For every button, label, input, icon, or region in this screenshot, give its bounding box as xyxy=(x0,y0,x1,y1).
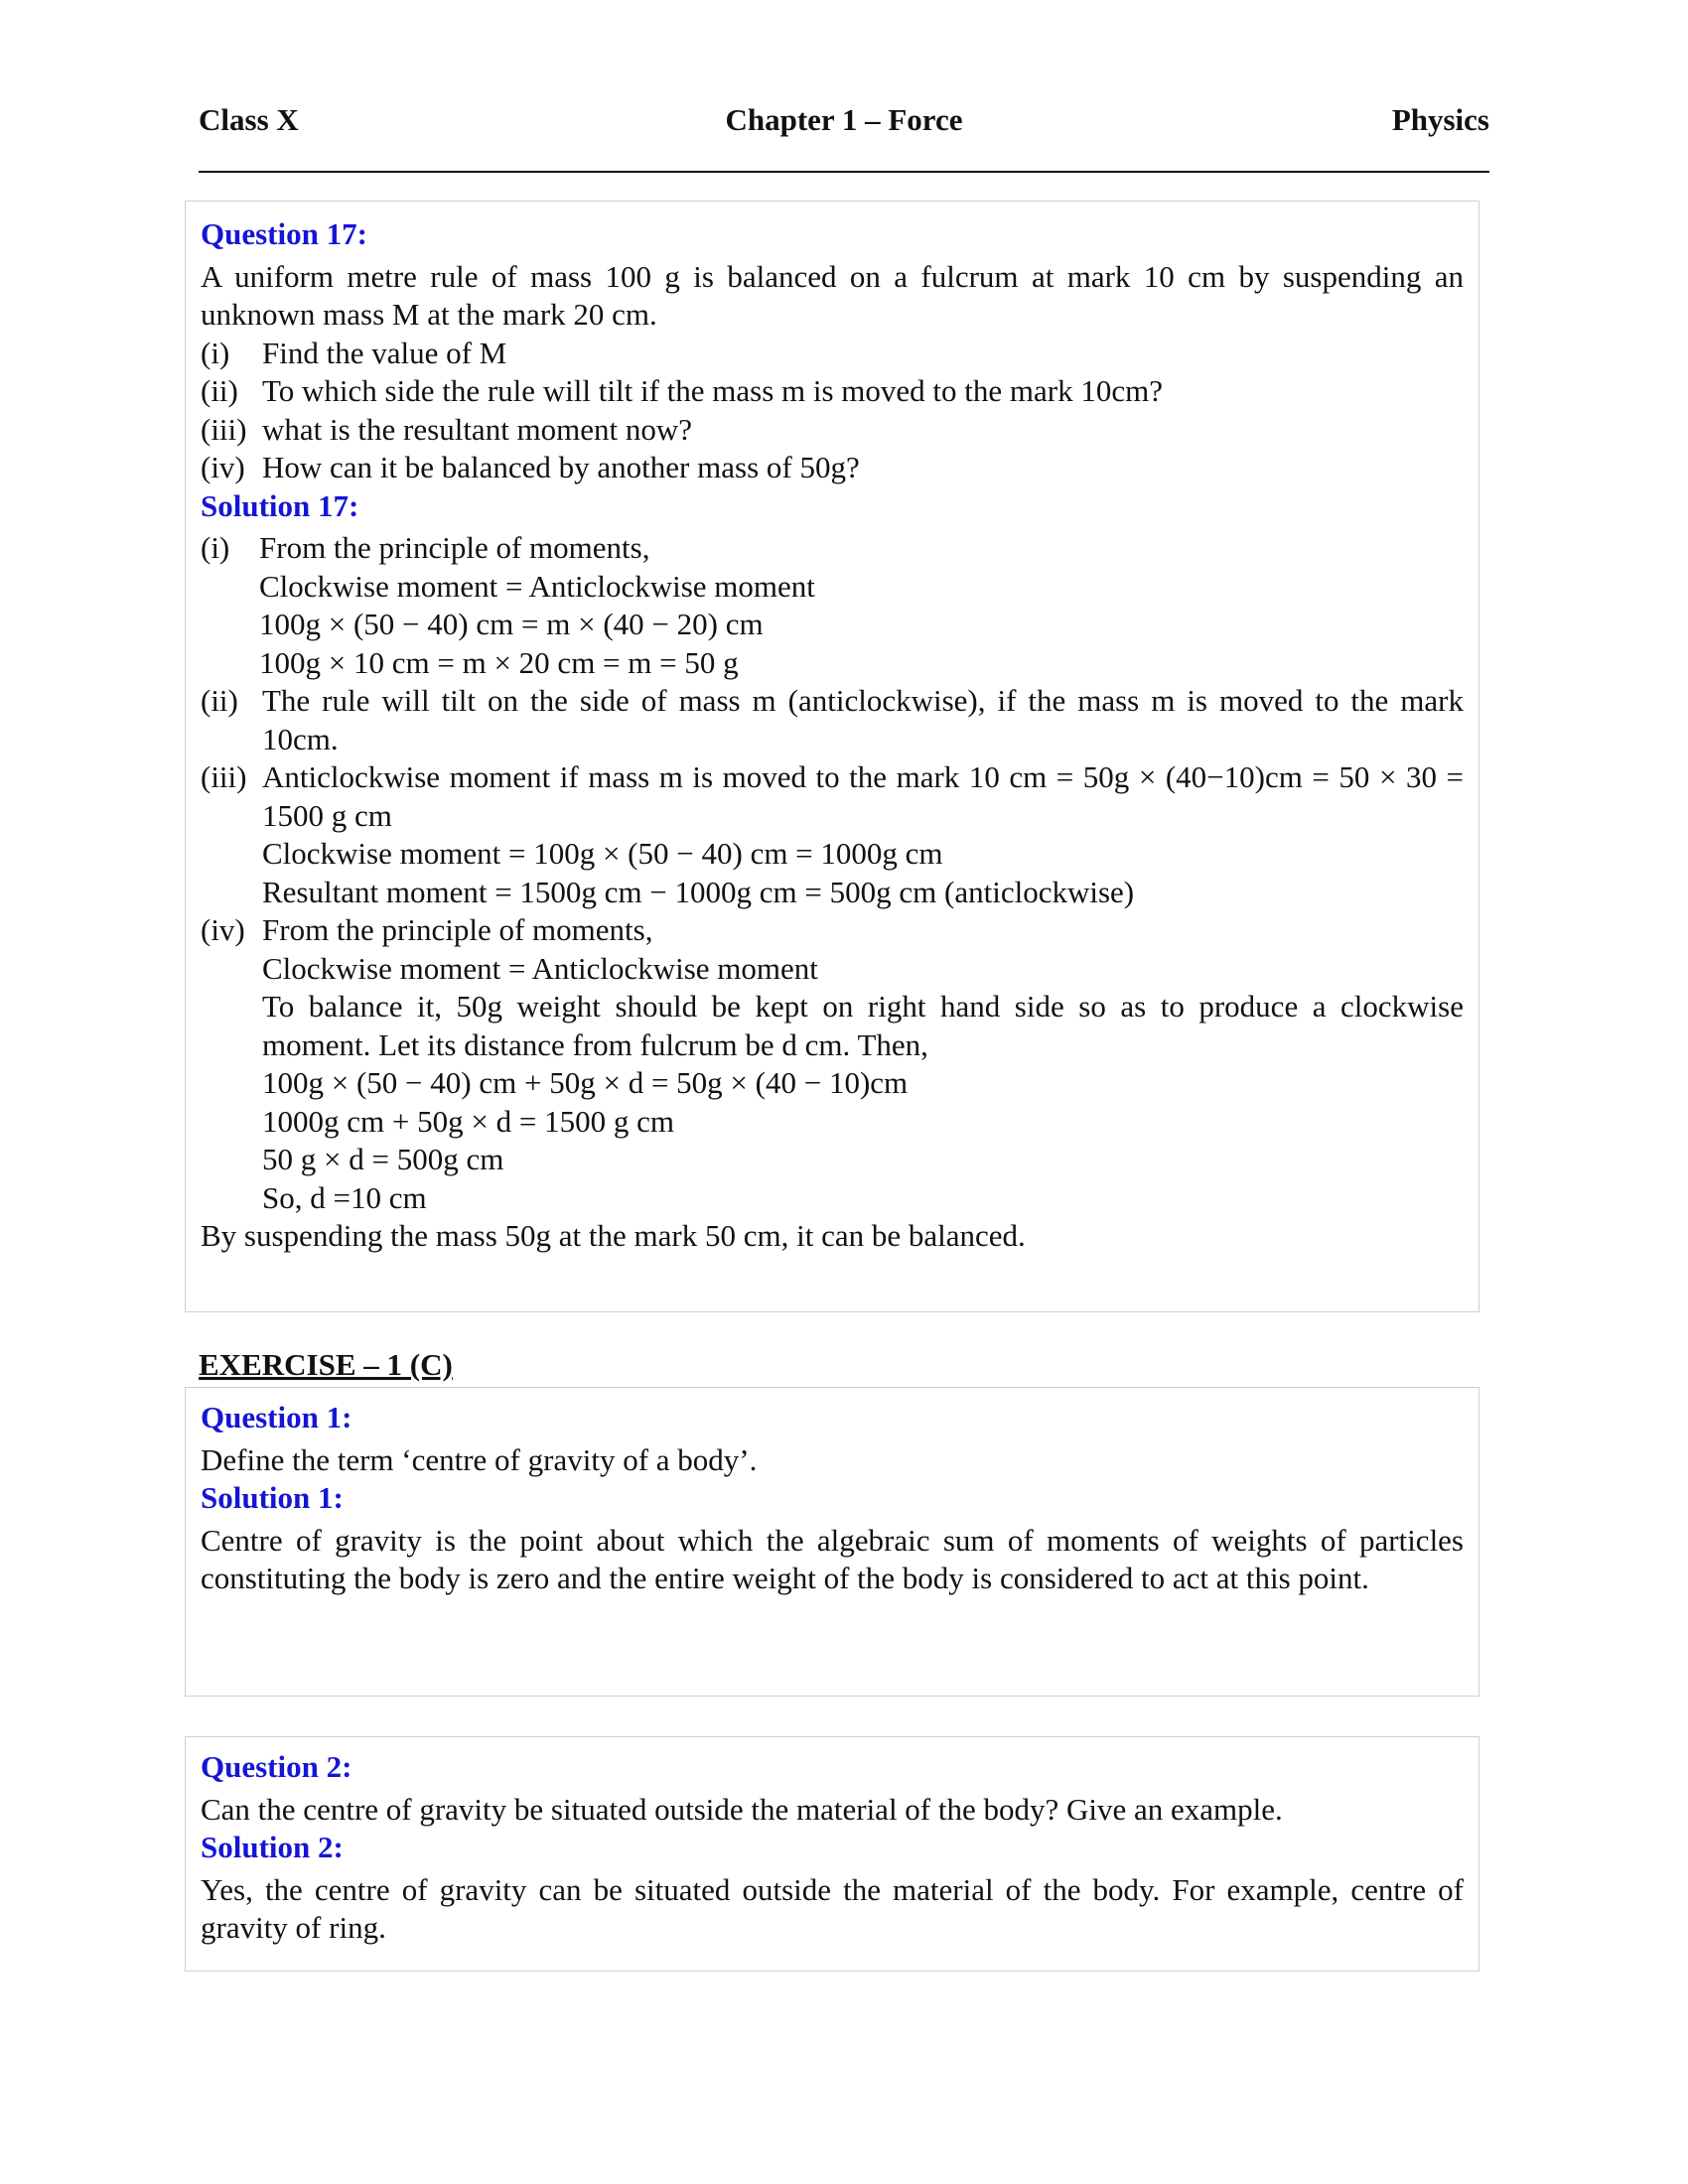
exercise-heading: EXERCISE – 1 (C) xyxy=(199,1347,453,1382)
question-part xyxy=(201,335,1464,373)
question-part xyxy=(201,372,1464,411)
subject-label: Physics xyxy=(1391,102,1489,137)
solution-line: 100g × 10 cm = m × 20 cm = m = 50 g xyxy=(259,644,739,680)
solution-line: 100g × (50 − 40) cm + 50g × d = 50g × (40 − 10)cm xyxy=(262,1065,909,1100)
solution-line: 50 g × d = 500g cm xyxy=(262,1142,504,1176)
solution-part-iv xyxy=(201,911,1464,950)
part-number: (i) xyxy=(201,530,230,565)
header-divider xyxy=(199,171,1489,173)
solution-1-label: Solution 1: xyxy=(201,1480,344,1515)
part-text: what is the resultant moment now? xyxy=(262,411,693,447)
exercise-question-1-box xyxy=(185,1387,1479,1697)
part-number: (iii) xyxy=(201,759,247,794)
part-number: (iv) xyxy=(201,912,245,947)
solution-line: Clockwise moment = Anticlockwise moment xyxy=(259,568,815,604)
solution-line: From the principle of moments, xyxy=(259,530,650,565)
solution-17-label: Solution 17: xyxy=(201,487,359,523)
solution-line: So, d =10 cm xyxy=(262,1179,427,1215)
part-number: (ii) xyxy=(201,683,238,718)
solution-line: Resultant moment = 1500g cm − 1000g cm = 500g cm (anticlockwise) xyxy=(262,874,1135,909)
part-number: (i) xyxy=(201,335,230,370)
question-17-text: A uniform metre rule of mass 100 g is balanced on a fulcrum at mark 10 cm by suspending an unknown mass M at the mark 20 cm. xyxy=(201,258,1464,332)
solution-conclusion: By suspending the mass 50g at the mark 50 cm, it can be balanced. xyxy=(201,1218,1026,1253)
solution-line: 1000g cm + 50g × d = 1500 g cm xyxy=(262,1103,674,1139)
solution-line: Clockwise moment = Anticlockwise moment xyxy=(262,950,818,986)
solution-part-iii xyxy=(201,758,1464,835)
solution-2-label: Solution 2: xyxy=(201,1830,344,1864)
solution-line: Clockwise moment = 100g × (50 − 40) cm = 1000g cm xyxy=(262,836,943,871)
solution-part-i xyxy=(201,529,1464,568)
question-17-box xyxy=(185,201,1479,1312)
question-1-text: Define the term ‘centre of gravity of a body’. xyxy=(201,1441,758,1477)
question-part xyxy=(201,411,1464,450)
solution-line: From the principle of moments, xyxy=(262,912,653,947)
question-17-label: Question 17: xyxy=(201,216,367,251)
page-header xyxy=(199,94,1489,144)
solution-line: The rule will tilt on the side of mass m (anticlockwise), if the mass m is moved to the mark 10cm. xyxy=(262,683,1464,756)
solution-1-text: Centre of gravity is the point about which the algebraic sum of moments of weights of particles constituting the body is zero and the entire weight of the body is considered to act at this point. xyxy=(201,1522,1464,1595)
solution-line: To balance it, 50g weight should be kept on right hand side so as to produce a clockwise moment. Let its distance from fulcrum be d cm. Then, xyxy=(262,989,1464,1062)
part-text: Find the value of M xyxy=(262,335,507,370)
solution-line: 100g × (50 − 40) cm = m × (40 − 20) cm xyxy=(259,607,764,641)
question-2-label: Question 2: xyxy=(201,1749,352,1784)
class-label: Class X xyxy=(199,102,299,137)
question-2-text: Can the centre of gravity be situated outside the material of the body? Give an example. xyxy=(201,1791,1283,1827)
solution-2-text: Yes, the centre of gravity can be situated outside the material of the body. For example, centre of gravity of ring. xyxy=(201,1871,1464,1945)
exercise-question-2-box xyxy=(185,1736,1479,1972)
part-text: To which side the rule will tilt if the mass m is moved to the mark 10cm? xyxy=(262,373,1163,408)
chapter-title: Chapter 1 – Force xyxy=(725,102,963,137)
part-number: (ii) xyxy=(201,373,238,408)
part-text: How can it be balanced by another mass of 50g? xyxy=(262,450,860,484)
part-number: (iv) xyxy=(201,450,245,484)
question-part xyxy=(201,449,1464,487)
part-number: (iii) xyxy=(201,411,247,447)
solution-line: Anticlockwise moment if mass m is moved to the mark 10 cm = 50g × (40−10)cm = 50 × 30 = 1500 g cm xyxy=(262,759,1464,833)
question-1-label: Question 1: xyxy=(201,1400,352,1434)
solution-part-ii xyxy=(201,682,1464,758)
